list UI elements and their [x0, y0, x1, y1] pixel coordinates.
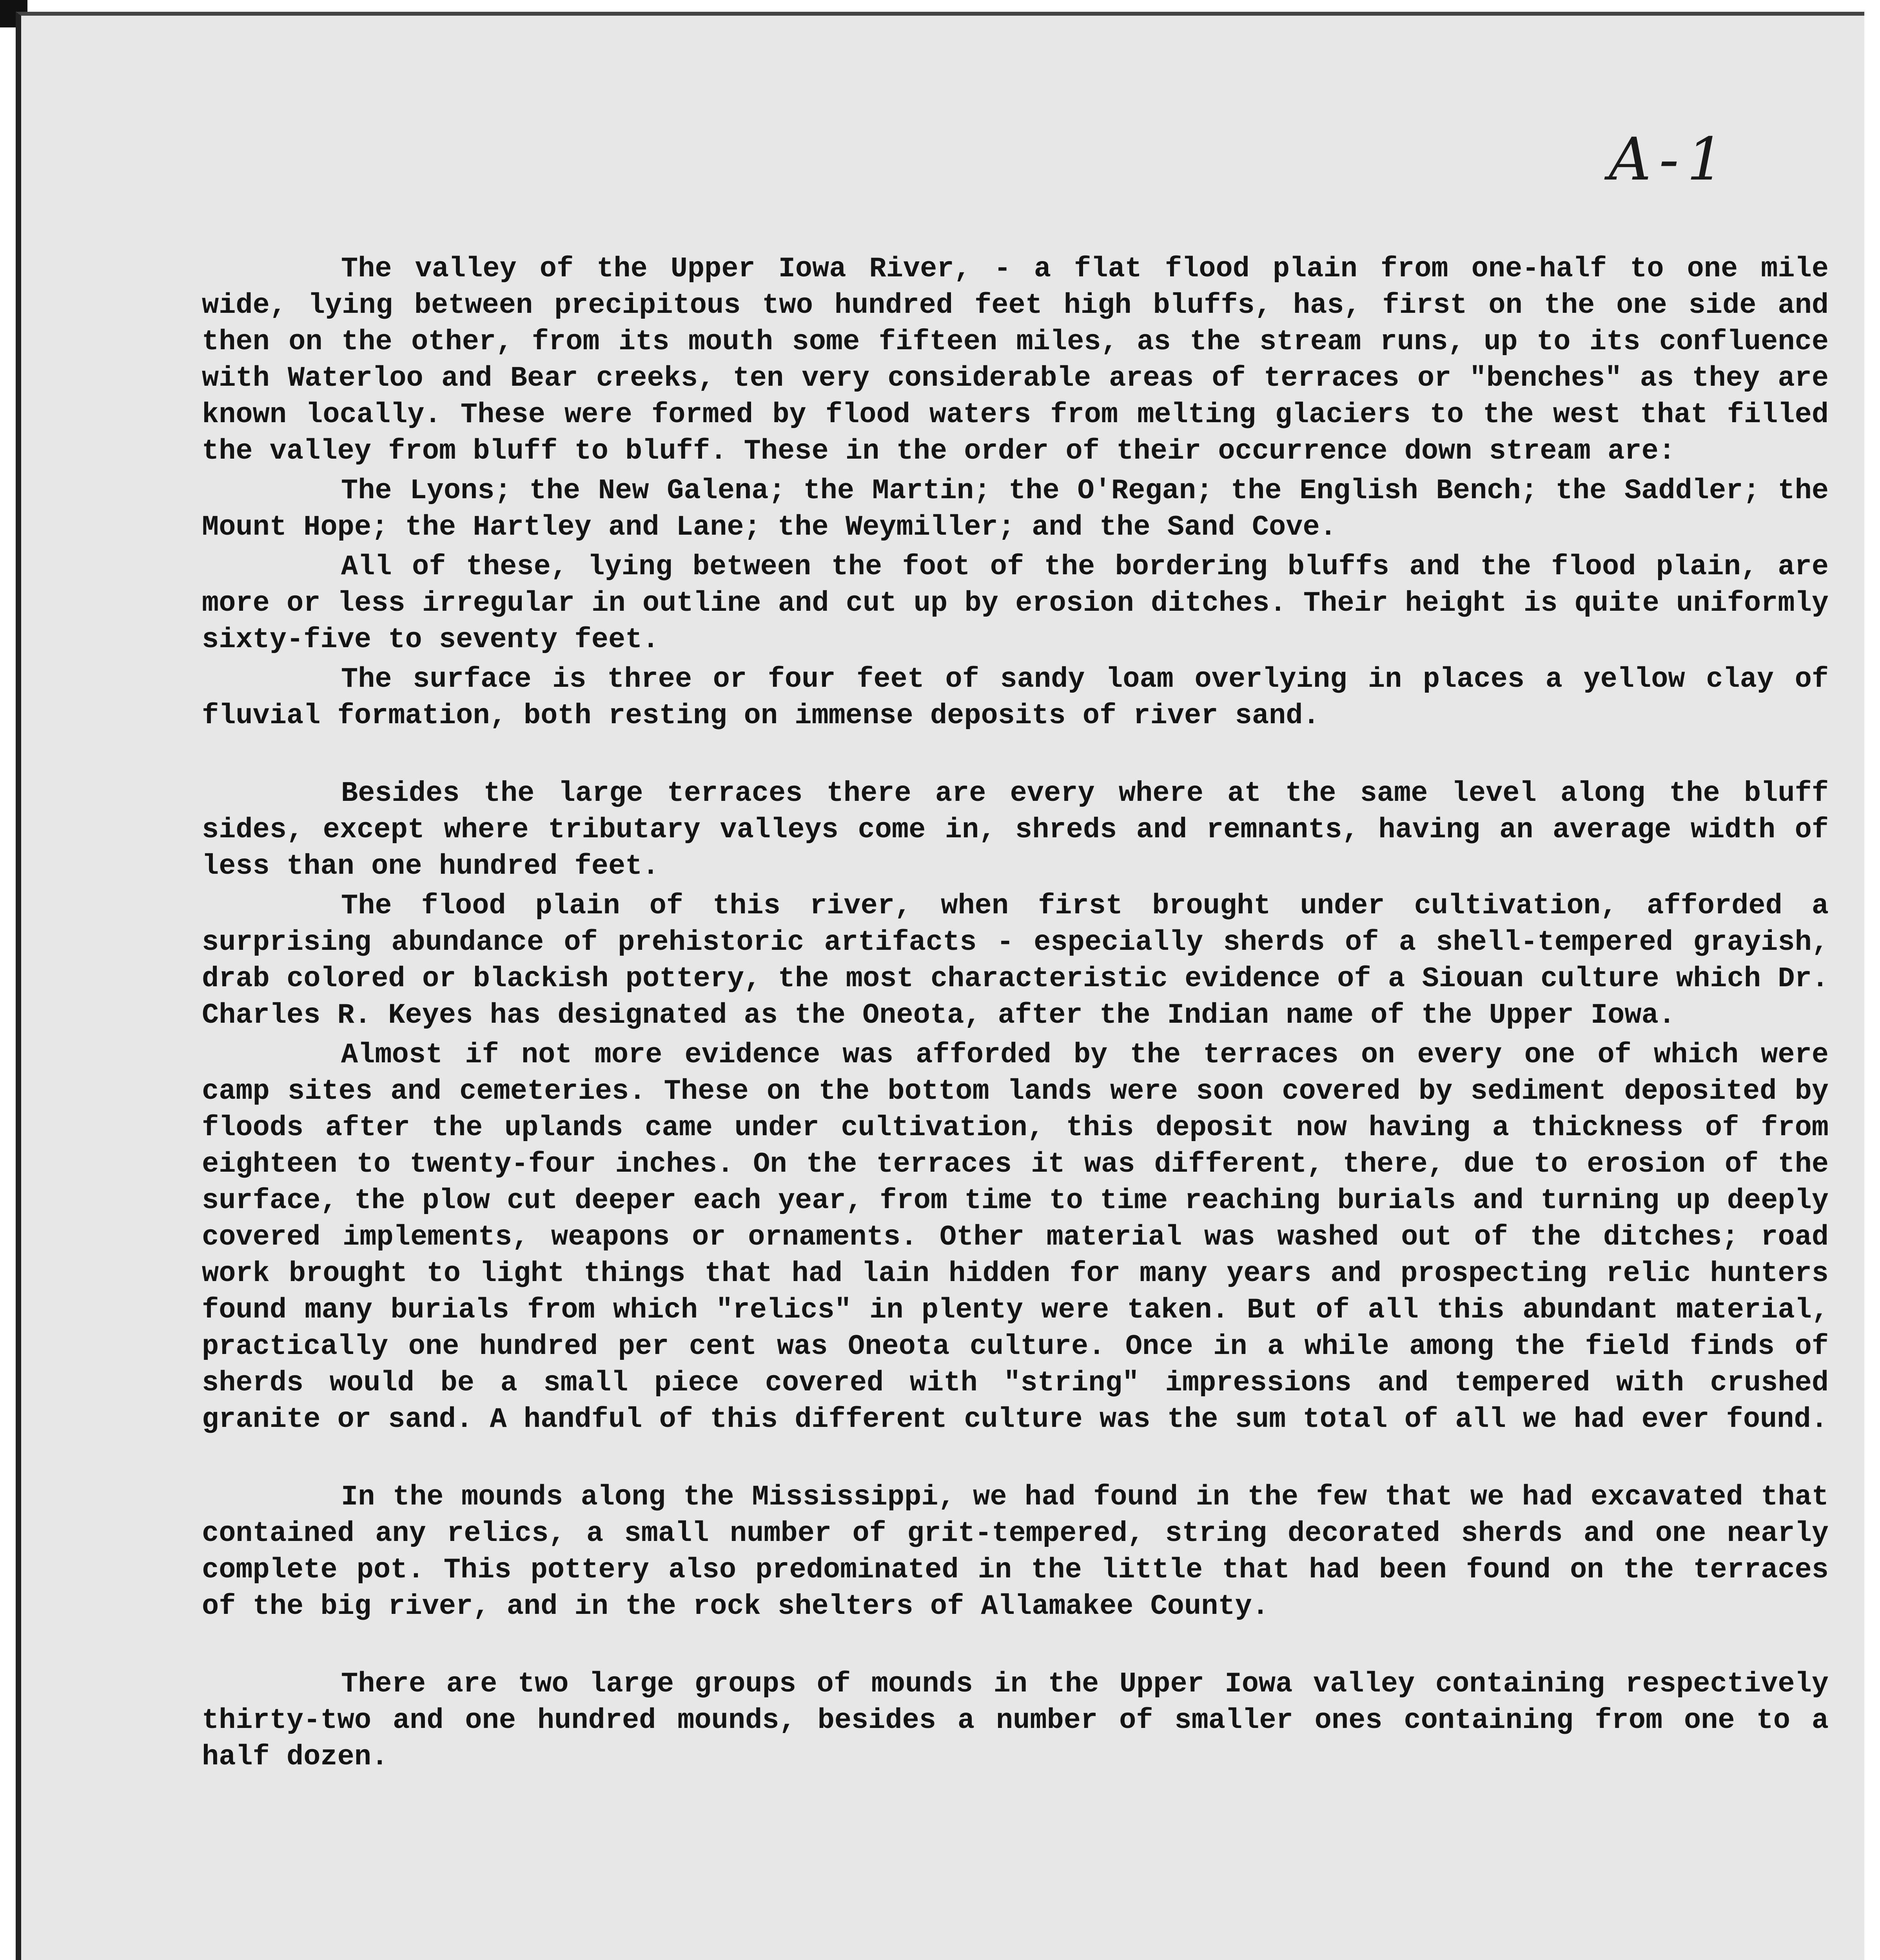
paragraph: The surface is three or four feet of sandy loam overlying in places a yellow clay of fluvial formation, both resting on immense deposits of river sand. [202, 663, 1829, 732]
paragraph: The Lyons; the New Galena; the Martin; the O'Regan; the English Bench; the Saddler; the Mount Hope; the Hartley and Lane; the Weymiller; and the Sand Cove. [202, 475, 1829, 543]
paragraph: In the mounds along the Mississippi, we had found in the few that we had excavated that contained any relics, a small number of grit-tempered, string decorated sherds and one nearly complete pot. This pottery also predominated in the little that had been found on the terraces of the big river, and in the rock shelters of Allamakee County. [202, 1481, 1829, 1622]
paragraph: The valley of the Upper Iowa River, - a flat flood plain from one-half to one mile wide, lying between precipitous two hundred feet high bluffs, has, first on the one side and then on the other, from its mouth some fifteen miles, as the stream runs, up to its confluence with Waterloo and Bear creeks, ten very considerable areas of terraces or "benches" as they are known locally. These were formed by flood waters from melting glaciers to the west that filled the valley from bluff to bluff. These in the order of their occurrence down stream are: [202, 253, 1829, 467]
paragraph: Besides the large terraces there are every where at the same level along the bluff sides, except where tributary valleys come in, shreds and remnants, having an average width of less than one hundred feet. [202, 777, 1829, 882]
paragraph: Almost if not more evidence was afforded by the terraces on every one of which were camp sites and cemeteries. These on the bottom lands were soon covered by sediment deposited by floods after the uplands came under cultivation, this deposit now having a thickness of from eighteen to twenty-four inches. On the terraces it was different, there, due to erosion of the surface, the plow cut deeper each year, from time to time reaching burials and turning up deeply covered implements, weapons or ornaments. Other material was washed out of the ditches; road work brought to light things that had lain hidden for many years and prospecting relic hunters found many burials from which "relics" in plenty were taken. But of all this abundant material, practically one hundred per cent was Oneota culture. Once in a while among the field finds of sherds would be a small piece covered with "string" impressions and tempered with crushed granite or sand. A handful of this different culture was the sum total of all we had ever found. [202, 1039, 1829, 1436]
handwritten-page-number: A-1 [1609, 125, 1732, 194]
paragraph: All of these, lying between the foot of the bordering bluffs and the flood plain, are more or less irregular in outline and cut up by erosion ditches. Their height is quite uniformly sixty-five to seventy feet. [202, 551, 1829, 656]
paragraph: The flood plain of this river, when first brought under cultivation, afforded a surprising abundance of prehistoric artifacts - especially sherds of a shell-tempered grayish, drab colored or blackish pottery, the most characteristic evidence of a Siouan culture which Dr. Charles R. Keyes has designated as the Oneota, after the Indian name of the Upper Iowa. [202, 890, 1829, 1031]
body-text [202, 251, 1829, 1775]
paragraph: There are two large groups of mounds in the Upper Iowa valley containing respectively thirty-two and one hundred mounds, besides a number of smaller ones containing from one to a half dozen. [202, 1668, 1829, 1773]
